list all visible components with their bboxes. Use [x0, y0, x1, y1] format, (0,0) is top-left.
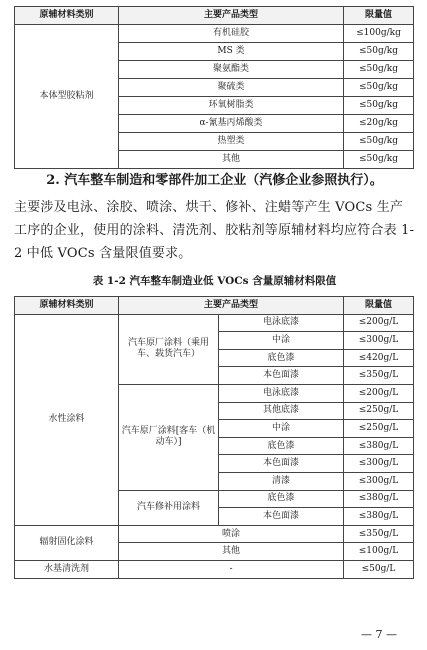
page-number: — 7 —: [361, 628, 397, 641]
item-cell: 底色漆: [219, 349, 344, 367]
table-row: [15, 314, 414, 332]
limit-cell: ≤350g/L: [344, 367, 414, 385]
product-cell: 有机硅胶: [119, 25, 344, 43]
table-row: [15, 25, 414, 43]
item-cell: 底色漆: [219, 437, 344, 455]
item-cell: 清漆: [219, 472, 344, 490]
limit-cell: ≤300g/L: [344, 455, 414, 473]
limit-cell: ≤350g/L: [344, 525, 414, 543]
product-cell: MS 类: [119, 43, 344, 61]
item-cell: 喷涂: [119, 525, 344, 543]
item-cell: 本色面漆: [219, 508, 344, 526]
table-2-caption: 表 1-2 汽车整车制造业低 VOCs 含量原辅材料限值: [92, 275, 337, 287]
limit-cell: ≤380g/L: [344, 437, 414, 455]
item-cell: 本色面漆: [219, 455, 344, 473]
item-cell: 中涂: [219, 420, 344, 438]
table-header-row: [15, 297, 414, 315]
limit-cell: ≤100g/kg: [344, 25, 414, 43]
group-cell: 汽车修补用涂料: [119, 490, 219, 525]
product-cell: 其他: [119, 151, 344, 169]
group-cell: 汽车原厂涂料（乘用车、载货汽车）: [119, 314, 219, 384]
table-row: [15, 560, 414, 578]
product-cell: α-氰基丙烯酸类: [119, 115, 344, 133]
limit-cell: ≤50g/L: [344, 560, 414, 578]
category-cell: 本体型胶粘剂: [15, 25, 119, 169]
limit-cell: ≤250g/L: [344, 402, 414, 420]
item-cell: 底色漆: [219, 490, 344, 508]
limit-cell: ≤50g/kg: [344, 61, 414, 79]
table-row: [15, 525, 414, 543]
limit-cell: ≤50g/kg: [344, 151, 414, 169]
product-cell: 热塑类: [119, 133, 344, 151]
limit-cell: ≤50g/kg: [344, 97, 414, 115]
limit-cell: ≤50g/kg: [344, 43, 414, 61]
limit-cell: ≤50g/kg: [344, 79, 414, 97]
item-cell: 中涂: [219, 332, 344, 350]
header-category: 原辅材料类别: [15, 7, 119, 25]
item-cell: 电泳底漆: [219, 384, 344, 402]
limit-cell: ≤200g/L: [344, 314, 414, 332]
limit-cell: ≤420g/L: [344, 349, 414, 367]
header-category: 原辅材料类别: [15, 297, 119, 315]
header-product: 主要产品类型: [119, 297, 344, 315]
item-cell: -: [119, 560, 344, 578]
header-product: 主要产品类型: [119, 7, 344, 25]
category-cell-radiation: 辐射固化涂料: [15, 525, 119, 560]
item-cell: 其他: [119, 543, 344, 561]
item-cell: 本色面漆: [219, 367, 344, 385]
limit-cell: ≤380g/L: [344, 490, 414, 508]
table-header-row: [15, 7, 414, 25]
table-2: [14, 296, 414, 579]
header-limit: 限量值: [344, 297, 414, 315]
product-cell: 环氧树脂类: [119, 97, 344, 115]
group-cell: 汽车原厂涂料[客车（机动车）]: [119, 384, 219, 490]
category-cell-cleaning: 水基清洗剂: [15, 560, 119, 578]
item-cell: 电泳底漆: [219, 314, 344, 332]
limit-cell: ≤300g/L: [344, 332, 414, 350]
limit-cell: ≤200g/L: [344, 384, 414, 402]
limit-cell: ≤20g/kg: [344, 115, 414, 133]
category-cell-waterborne: 水性涂料: [15, 314, 119, 525]
product-cell: 聚硫类: [119, 79, 344, 97]
limit-cell: ≤100g/L: [344, 543, 414, 561]
limit-cell: ≤50g/kg: [344, 133, 414, 151]
section-heading: 2. 汽车整车制造和零部件加工企业（汽修企业参照执行）。: [46, 173, 383, 188]
body-paragraph: 主要涉及电泳、涂胶、喷涂、烘干、修补、注蜡等产生 VOCs 生产工序的企业，使用的涂料、清洗剂、胶粘剂等原辅材料均应符合表 1-2 中低 VOCs 含量限值要求。: [14, 200, 415, 261]
limit-cell: ≤300g/L: [344, 472, 414, 490]
header-limit: 限量值: [344, 7, 414, 25]
limit-cell: ≤250g/L: [344, 420, 414, 438]
limit-cell: ≤380g/L: [344, 508, 414, 526]
table-1: [14, 6, 414, 169]
item-cell: 其他底漆: [219, 402, 344, 420]
product-cell: 聚氨酯类: [119, 61, 344, 79]
